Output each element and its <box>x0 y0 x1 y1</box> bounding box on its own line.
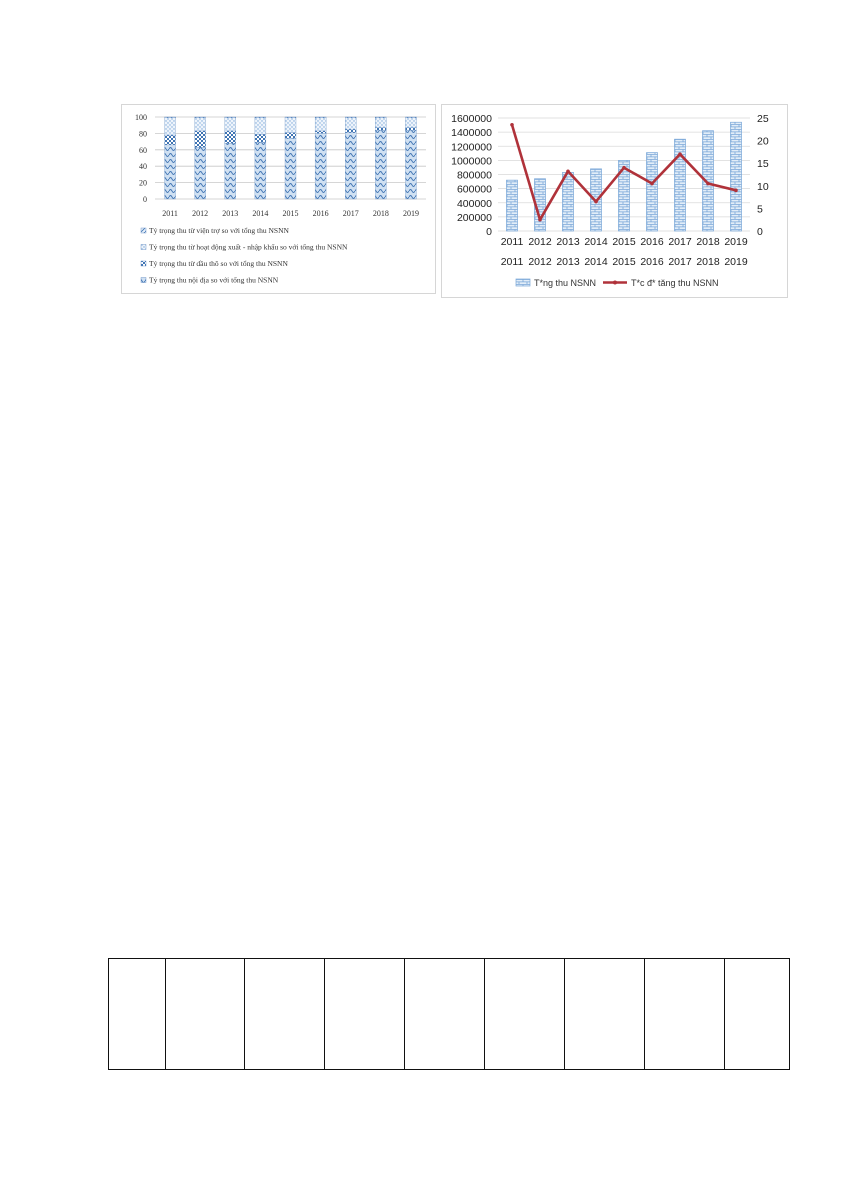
x-tick-label: 2014 <box>252 209 269 218</box>
bar-segment <box>405 117 416 118</box>
bar-segment <box>315 133 326 199</box>
bar-segment <box>225 117 236 118</box>
legend-label: T*c đ* tăng thu NSNN <box>631 278 719 288</box>
bar-segment <box>345 129 356 132</box>
bar-segment <box>195 117 206 118</box>
x-tick-label-second-row: 2015 <box>612 256 636 268</box>
x-tick-label: 2016 <box>640 236 664 248</box>
table-cell <box>725 959 790 1070</box>
x-tick-label: 2014 <box>584 236 608 248</box>
x-tick-label: 2018 <box>372 209 389 218</box>
right-axis-tick-label: 15 <box>757 158 769 171</box>
legend-label: T*ng thu NSNN <box>534 278 597 288</box>
x-tick-label: 2013 <box>222 209 239 218</box>
x-tick-label: 2012 <box>192 209 209 218</box>
table-cell <box>485 959 565 1070</box>
bar <box>731 122 742 231</box>
x-tick-label: 2015 <box>282 209 299 218</box>
bar-segment <box>375 118 386 128</box>
left-axis-tick-label: 200000 <box>456 211 492 224</box>
bar <box>507 180 518 231</box>
bar-segment <box>405 128 416 130</box>
left-axis-tick-label: 400000 <box>456 197 492 210</box>
table-cell <box>645 959 725 1070</box>
y-tick-label: 60 <box>139 145 147 155</box>
bar-segment <box>285 118 296 133</box>
legend-label: Tỷ trọng thu từ dầu thô so với tổng thu NSNN <box>149 259 288 268</box>
legend-label: Tỷ trọng thu nội địa so với tổng thu NSNN <box>149 275 279 285</box>
bar-segment <box>405 118 416 128</box>
chart2-left-axis-labels <box>451 113 492 238</box>
data-table <box>108 958 790 1070</box>
bar-segment <box>285 117 296 118</box>
left-axis-tick-label: 1600000 <box>451 113 492 125</box>
table-cell <box>245 959 325 1070</box>
chart1-bars <box>165 117 417 199</box>
line-point <box>622 166 626 170</box>
x-tick-label: 2018 <box>696 236 720 248</box>
bar-segment <box>285 138 296 199</box>
bar-segment <box>375 130 386 199</box>
bar-segment <box>165 118 176 135</box>
legend-label: Tỷ trọng thu từ hoạt động xuất - nhập khẩu so với tổng thu NSNN <box>149 242 348 252</box>
bar-segment <box>195 131 206 147</box>
x-tick-label: 2019 <box>724 236 748 248</box>
left-axis-tick-label: 800000 <box>456 169 492 182</box>
y-tick-label: 0 <box>143 195 147 204</box>
y-tick-label: 80 <box>139 129 147 139</box>
right-axis-tick-label: 20 <box>757 135 769 148</box>
left-axis-tick-label: 1200000 <box>451 141 492 154</box>
legend-swatch-point <box>613 281 617 285</box>
right-axis-tick-label: 0 <box>757 226 763 238</box>
bar-segment <box>165 145 176 199</box>
y-tick-label: 40 <box>139 162 147 172</box>
x-tick-label-second-row: 2013 <box>556 256 580 268</box>
bar-segment <box>345 133 356 199</box>
line-point <box>650 182 654 186</box>
x-tick-label: 2015 <box>612 236 636 248</box>
y-tick-label: 20 <box>139 178 147 188</box>
bar-segment <box>225 143 236 199</box>
legend-swatch <box>141 278 146 283</box>
table-row <box>109 959 790 1070</box>
x-tick-label-second-row: 2011 <box>500 256 524 268</box>
x-tick-label: 2017 <box>668 236 692 248</box>
x-tick-label-second-row: 2016 <box>640 256 664 268</box>
line-point <box>566 170 570 174</box>
bar-segment <box>345 117 356 118</box>
line-point <box>706 182 710 186</box>
left-axis-tick-label: 0 <box>486 226 492 238</box>
bar-segment <box>315 118 326 131</box>
line-point <box>678 152 682 156</box>
bar <box>647 153 658 231</box>
right-axis-tick-label: 10 <box>757 180 769 193</box>
table-cell <box>109 959 166 1070</box>
x-tick-label: 2017 <box>342 209 359 218</box>
total-revenue-growth-chart <box>441 104 788 298</box>
bar-segment <box>195 118 206 131</box>
chart1-x-tick-labels <box>162 209 419 218</box>
bar-segment <box>225 118 236 131</box>
x-tick-label: 2019 <box>402 209 419 218</box>
legend-swatch-bar <box>516 279 530 286</box>
bar-segment <box>375 128 386 130</box>
right-axis-tick-label: 25 <box>757 113 769 125</box>
right-axis-tick-label: 5 <box>757 203 763 216</box>
x-tick-label-second-row: 2018 <box>696 256 720 268</box>
x-tick-label-second-row: 2012 <box>528 256 552 268</box>
y-tick-label: 100 <box>135 113 147 122</box>
bar-segment <box>195 147 206 199</box>
x-tick-label-second-row: 2017 <box>668 256 692 268</box>
bar <box>563 172 574 231</box>
left-axis-tick-label: 1000000 <box>451 155 492 168</box>
legend-swatch <box>141 261 146 266</box>
x-tick-label-second-row: 2014 <box>584 256 608 268</box>
legend-swatch <box>141 245 146 250</box>
bar-segment <box>165 117 176 118</box>
line-point <box>510 123 514 127</box>
legend-label: Tỷ trọng thu từ viện trợ so với tổng thu NSNN <box>149 226 289 235</box>
table-cell <box>325 959 405 1070</box>
bar-segment <box>285 133 296 139</box>
legend-swatch <box>141 228 146 233</box>
x-tick-label: 2012 <box>528 236 552 248</box>
x-tick-label: 2011 <box>162 209 178 218</box>
bar-segment <box>165 135 176 145</box>
table-cell <box>166 959 245 1070</box>
bar-segment <box>255 142 266 199</box>
line-point <box>538 218 542 222</box>
left-axis-tick-label: 600000 <box>456 183 492 196</box>
bar-segment <box>405 130 416 199</box>
left-axis-tick-label: 1400000 <box>451 127 492 140</box>
bar-segment <box>225 131 236 143</box>
table-cell <box>405 959 485 1070</box>
line-point <box>594 200 598 204</box>
table-cell <box>565 959 645 1070</box>
x-tick-label-second-row: 2019 <box>724 256 748 268</box>
bar-segment <box>375 117 386 118</box>
bar-segment <box>315 117 326 118</box>
x-tick-label: 2011 <box>500 236 524 248</box>
bar-segment <box>255 118 266 134</box>
bar-segment <box>345 118 356 129</box>
revenue-share-stacked-chart <box>121 104 436 294</box>
x-tick-label: 2016 <box>312 209 329 218</box>
bar-segment <box>315 131 326 133</box>
line-point <box>734 189 738 193</box>
x-tick-label: 2013 <box>556 236 580 248</box>
bar-segment <box>255 134 266 142</box>
bar-segment <box>255 117 266 118</box>
